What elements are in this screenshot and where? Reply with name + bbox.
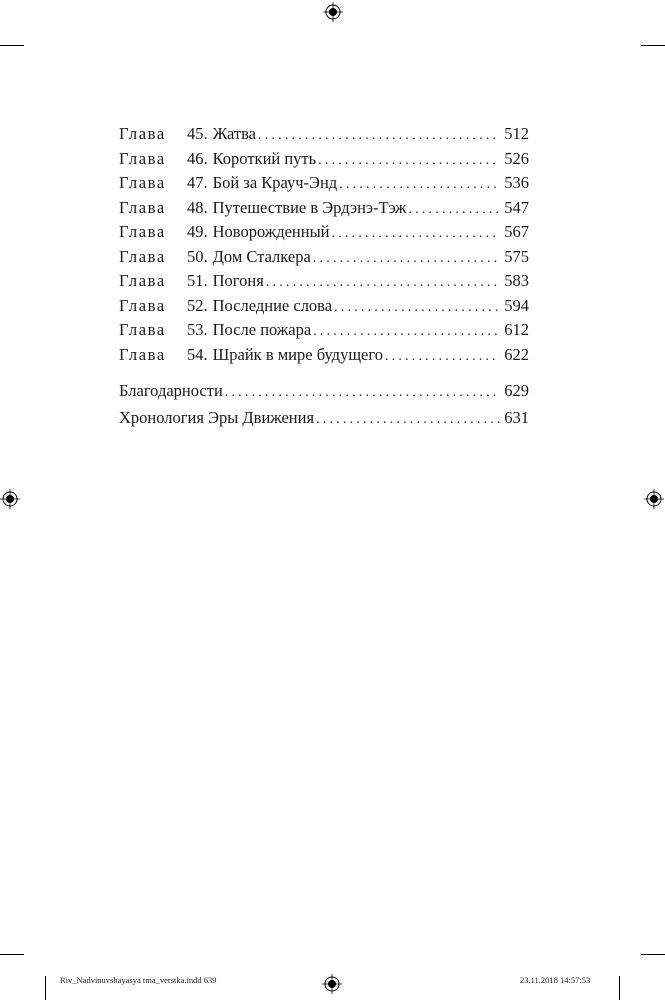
chapter-title: Жатва: [212, 124, 257, 143]
chapter-number: 51.: [187, 271, 208, 290]
page-number: 629: [504, 381, 529, 400]
registration-mark-icon: [323, 2, 343, 22]
page-number: 512: [504, 124, 529, 143]
chapter-prefix: Глава: [119, 246, 166, 266]
chapter-title: Погоня: [212, 271, 264, 290]
chapter-title: Путешествие в Эрдэнэ-Тэж: [212, 197, 407, 217]
dot-leader: [385, 345, 500, 368]
dot-leader: [316, 406, 500, 431]
chapter-number: 50.: [187, 246, 208, 266]
extras-list: [119, 377, 529, 431]
chapter-prefix: Глава: [119, 148, 166, 168]
page-number: 536: [504, 173, 529, 192]
chapter-prefix: Глава: [119, 295, 166, 315]
chapter-title: Шрайк в мире будущего: [212, 344, 383, 364]
chapter-number: 46.: [187, 148, 208, 168]
chapter-prefix: Глава: [119, 344, 166, 364]
crop-mark-bottom-right-vertical: [619, 976, 620, 1000]
chapter-title: Бой за Крауч-Энд: [212, 173, 338, 192]
dot-leader: [313, 320, 500, 343]
page-number: 631: [504, 408, 529, 427]
section-title: Хронология Эры Движения: [119, 408, 315, 427]
chapter-number: 47.: [187, 173, 208, 192]
toc-entry[interactable]: [119, 377, 529, 404]
dot-leader: [313, 247, 500, 270]
crop-mark-bottom-left-vertical: [45, 976, 46, 1000]
section-gap: [119, 367, 529, 377]
dot-leader: [334, 296, 500, 319]
chapter-title: Дом Сталкера: [212, 246, 311, 266]
chapter-prefix: Глава: [119, 173, 166, 192]
footer-filename: Riv_Nadvinuvshayasya tma_verstka.indd 639: [60, 975, 217, 985]
toc-entry[interactable]: [119, 147, 529, 172]
toc-entry[interactable]: [119, 220, 529, 245]
page-number: 594: [504, 295, 529, 315]
toc-entry[interactable]: [119, 122, 529, 147]
dot-leader: [339, 173, 500, 196]
chapter-number: 48.: [187, 197, 208, 217]
chapter-prefix: Глава: [119, 320, 166, 339]
chapter-title: Новорожденный: [212, 222, 330, 241]
toc-entry[interactable]: [119, 245, 529, 270]
dot-leader: [225, 379, 500, 404]
toc-entry[interactable]: [119, 404, 529, 431]
crop-mark-bottom-left: [0, 954, 24, 955]
registration-mark-icon: [644, 489, 664, 509]
toc-entry[interactable]: [119, 196, 529, 221]
chapter-prefix: Глава: [119, 222, 166, 241]
crop-mark-top-right: [641, 45, 665, 46]
registration-mark-icon: [0, 489, 20, 509]
section-title: Благодарности: [119, 381, 223, 400]
page-number: 526: [504, 148, 529, 168]
toc-entry[interactable]: [119, 343, 529, 368]
crop-mark-top-left: [0, 45, 24, 46]
registration-mark-icon: [322, 974, 342, 994]
chapter-title: После пожара: [212, 320, 312, 339]
toc-entry[interactable]: [119, 294, 529, 319]
dot-leader: [266, 271, 500, 294]
page-number: 612: [504, 320, 529, 339]
footer-datetime: 23.11.2018 14:57:53: [520, 975, 591, 985]
chapter-number: 45.: [187, 124, 208, 143]
chapter-number: 54.: [187, 344, 208, 364]
toc-entry[interactable]: [119, 269, 529, 294]
dot-leader: [332, 222, 501, 245]
chapter-title: Короткий путь: [212, 148, 317, 168]
toc-entry[interactable]: [119, 171, 529, 196]
page-number: 567: [504, 222, 529, 241]
chapter-prefix: Глава: [119, 124, 166, 143]
page-number: 575: [504, 246, 529, 266]
page-number: 622: [504, 344, 529, 364]
crop-mark-bottom-right: [641, 954, 665, 955]
chapter-title: Последние слова: [212, 295, 333, 315]
toc-entry[interactable]: [119, 318, 529, 343]
chapter-number: 53.: [187, 320, 208, 339]
dot-leader: [408, 198, 500, 221]
dot-leader: [258, 124, 500, 147]
chapter-list: [119, 122, 529, 367]
chapter-prefix: Глава: [119, 271, 166, 290]
table-of-contents: [119, 122, 529, 431]
page-number: 547: [504, 197, 529, 217]
chapter-number: 52.: [187, 295, 208, 315]
chapter-number: 49.: [187, 222, 208, 241]
dot-leader: [318, 149, 500, 172]
page-number: 583: [504, 271, 529, 290]
chapter-prefix: Глава: [119, 197, 166, 217]
